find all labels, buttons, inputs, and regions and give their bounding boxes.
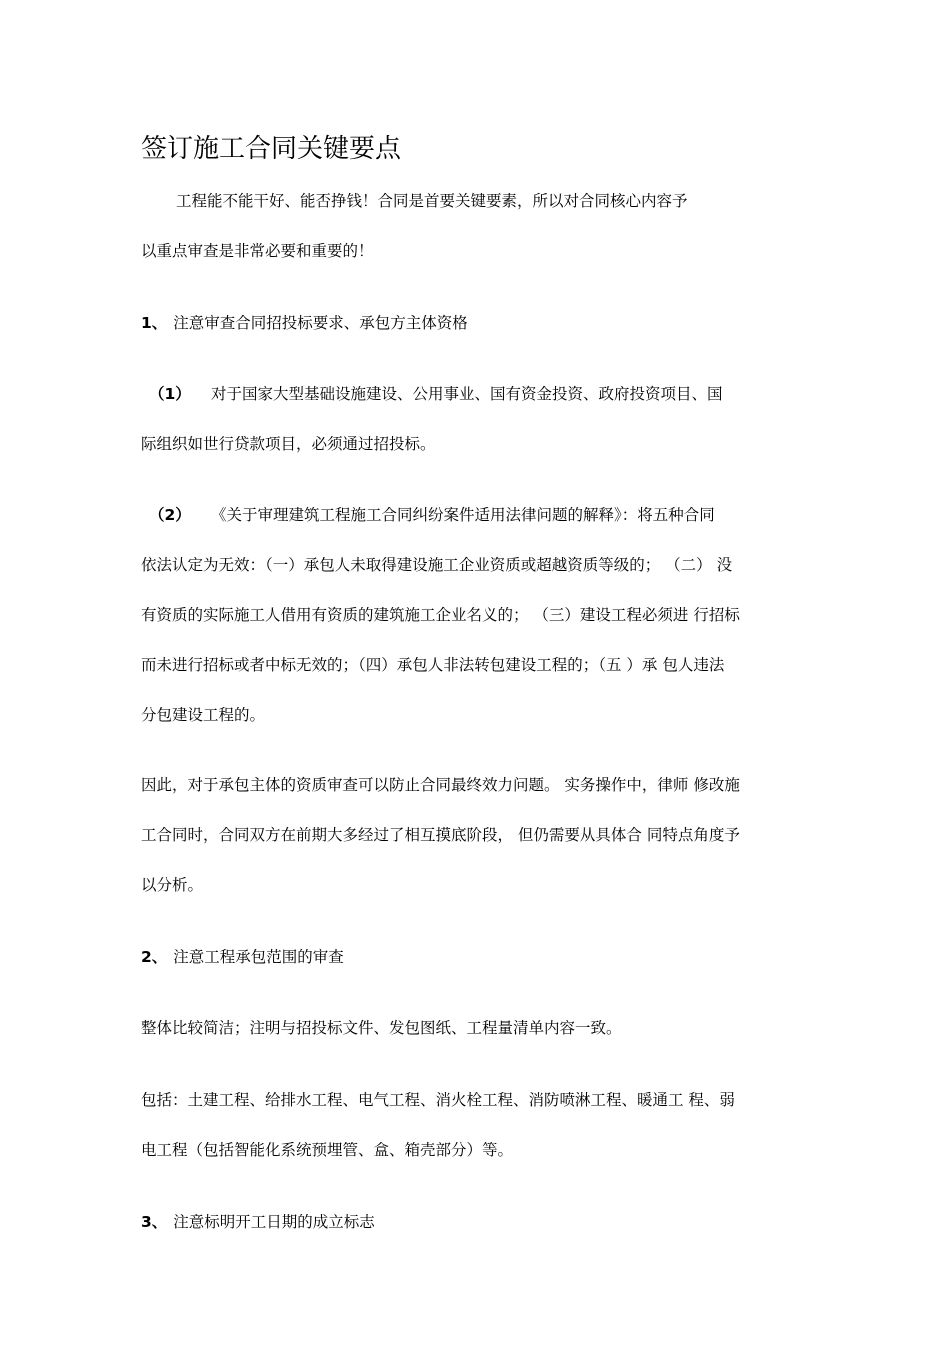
item-2-line-4: 而未进行招标或者中标无效的；（四）承包人非法转包建设工程的；（五 ）承 包人违法 — [141, 656, 725, 674]
item-1-number: （1） — [149, 385, 191, 403]
section-3-heading-text: 注意标明开工日期的成立标志 — [173, 1213, 375, 1231]
item-2-text-1: 《关于审理建筑工程施工合同纠纷案件适用法律问题的解释》：将五种合同 — [211, 506, 715, 524]
section-1-number: 1、 — [141, 314, 168, 332]
intro-line-1: 工程能不能干好、能否挣钱！合同是首要关键要素，所以对合同核心内容予 — [176, 192, 688, 210]
item-2-line-1 — [141, 504, 715, 526]
section-2-para-2-line-1: 包括：土建工程、给排水工程、电气工程、消火栓工程、消防喷淋工程、暖通工 程、弱 — [141, 1091, 735, 1109]
item-2-line-5: 分包建设工程的。 — [141, 706, 266, 724]
section-2-number: 2、 — [141, 948, 168, 966]
document-title: 签订施工合同关键要点 — [141, 134, 402, 164]
section-1-heading-text: 注意审查合同招投标要求、承包方主体资格 — [173, 314, 468, 332]
conclusion-line-3: 以分析。 — [141, 876, 204, 894]
item-2-number: （2） — [149, 506, 191, 524]
section-2-para-2-line-2: 电工程（包括智能化系统预埋管、盒、箱壳部分）等。 — [141, 1141, 514, 1159]
conclusion-line-1: 因此，对于承包主体的资质审查可以防止合同最终效力问题。 实务操作中，律师 修改施 — [141, 776, 740, 794]
section-2-heading-text: 注意工程承包范围的审查 — [173, 948, 344, 966]
section-2-heading — [141, 946, 344, 968]
item-1-line-2: 际组织如世行贷款项目，必须通过招投标。 — [141, 435, 436, 453]
item-2-line-2: 依法认定为无效：（一）承包人未取得建设施工企业资质或超越资质等级的； （二） 没 — [141, 556, 733, 574]
intro-line-2: 以重点审查是非常必要和重要的！ — [141, 242, 374, 260]
section-3-number: 3、 — [141, 1213, 168, 1231]
item-2-line-3: 有资质的实际施工人借用有资质的建筑施工企业名义的； （三）建设工程必须进 行招标 — [141, 606, 740, 624]
item-1-text-1: 对于国家大型基础设施建设、公用事业、国有资金投资、政府投资项目、国 — [211, 385, 723, 403]
conclusion-line-2: 工合同时，合同双方在前期大多经过了相互摸底阶段， 但仍需要从具体合 同特点角度予 — [141, 826, 740, 844]
section-2-para-1: 整体比较简洁；注明与招投标文件、发包图纸、工程量清单内容一致。 — [141, 1019, 622, 1037]
section-1-heading — [141, 312, 468, 334]
item-1-line-1 — [141, 383, 723, 405]
section-3-heading — [141, 1211, 375, 1233]
